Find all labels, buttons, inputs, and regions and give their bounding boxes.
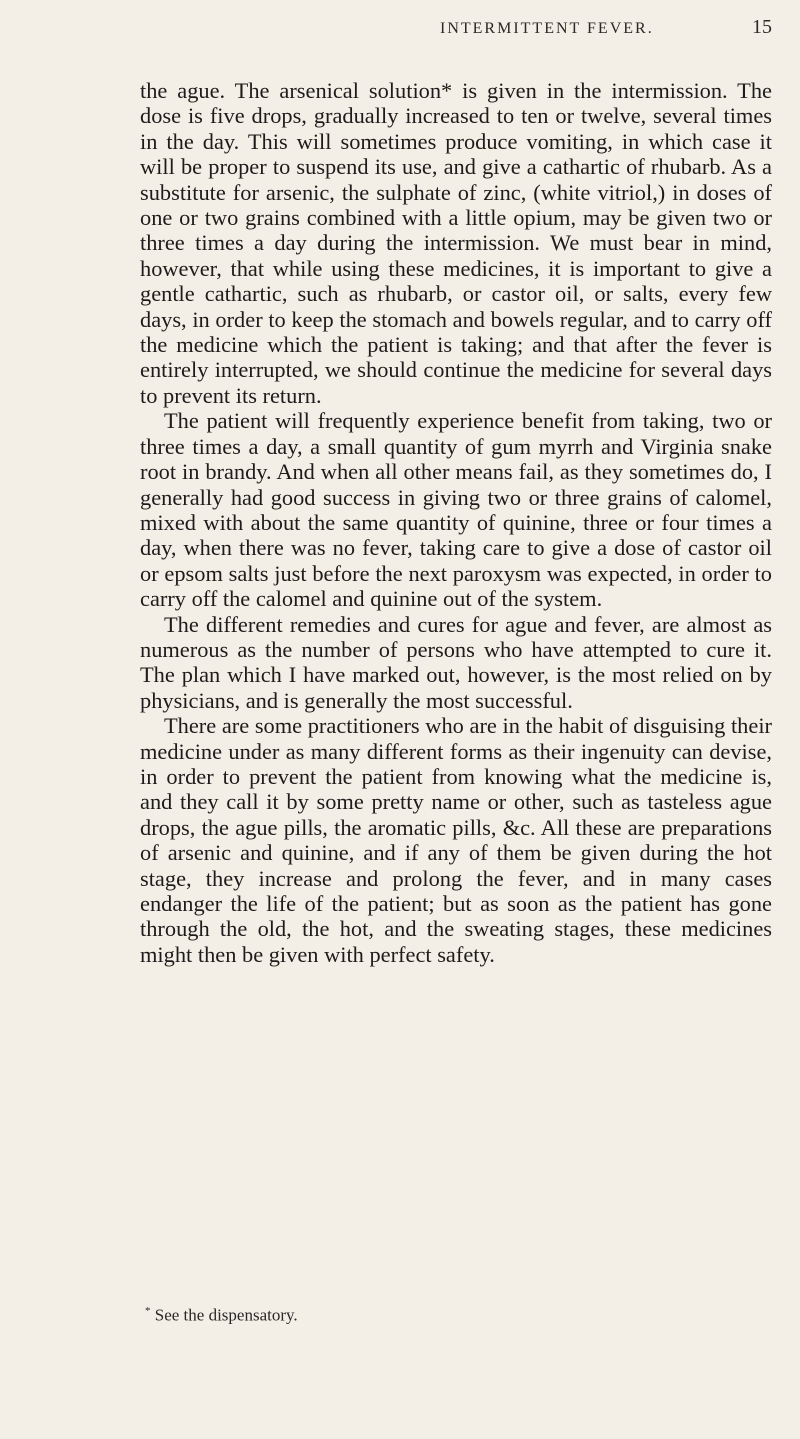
paragraph-4: There are some practitioners who are in the habit of disguising their medicine under as many different forms as their ingenuity can devise, in order to prevent the patient from knowing what the medicine is, and they call it by some pretty name or other, such as tasteless ague drops, the ague pills, the aromatic pills, &c. All these are preparations of arsenic and quinine, and if any of them be given during the hot stage, they increase and prolong the fever, and in many cases endanger the life of the patient; but as soon as the patient has gone through the old, the hot, and the sweating stages, these medicines might then be given with perfect safety. <box>140 713 772 967</box>
paragraph-3: The different remedies and cures for ague and fever, are almost as numerous as the number of persons who have attempted to cure it. The plan which I have marked out, however, is the most relied on by physicians, and is generally the most successful. <box>140 611 772 713</box>
footnote-marker: * <box>145 1305 151 1317</box>
page-number: 15 <box>752 16 772 38</box>
running-head-title: INTERMITTENT FEVER. <box>440 20 654 37</box>
footnote <box>145 1305 298 1326</box>
footnote-text: See the dispensatory. <box>154 1305 298 1325</box>
paragraph-1: the ague. The arsenical solution* is given in the intermission. The dose is five drops, gradually increased to ten or twelve, several times in the day. This will sometimes produce vomiting, in which case it will be proper to suspend its use, and give a cathartic of rhubarb. As a substitute for arsenic, the sulphate of zinc, (white vitriol,) in doses of one or two grains combined with a little opium, may be given two or three times a day during the intermission. We must bear in mind, however, that while using these medicines, it is important to give a gentle cathartic, such as rhubarb, or castor oil, or salts, every few days, in order to keep the stomach and bowels regular, and to carry off the medicine which the patient is taking; and that after the fever is entirely interrupted, we should continue the medicine for several days to prevent its return. <box>140 78 772 408</box>
body-text <box>140 78 772 967</box>
paragraph-2: The patient will frequently experience benefit from taking, two or three times a day, a small quantity of gum myrrh and Virginia snake root in brandy. And when all other means fail, as they sometimes do, I generally had good success in giving two or three grains of calomel, mixed with about the same quantity of quinine, three or four times a day, when there was no fever, taking care to give a dose of castor oil or epsom salts just before the next paroxysm was expected, in order to carry off the calomel and quinine out of the system. <box>140 408 772 612</box>
